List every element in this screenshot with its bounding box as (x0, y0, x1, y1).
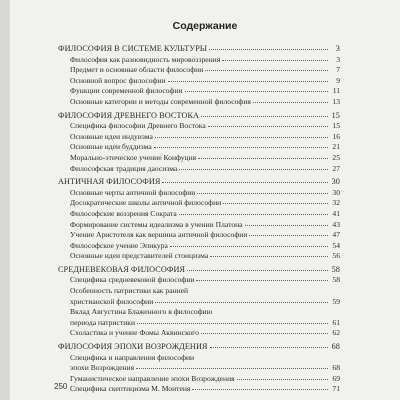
page-title: Содержание (172, 20, 238, 32)
dot-leader (136, 367, 328, 369)
toc-entry-title: Специфика и направления философии (70, 352, 195, 362)
dot-leader (253, 101, 328, 103)
toc-entry-title: Гуманистическое направление эпохи Возрождения (70, 373, 235, 383)
dot-leader (210, 255, 328, 257)
toc-entry (58, 142, 340, 153)
toc-page-number: 32 (332, 198, 340, 208)
toc-entry-title: Основные категории и методы современной философия (70, 96, 251, 106)
toc-entry-title: Основные идеи индуизма (70, 131, 153, 141)
toc-page-number: 61 (332, 317, 340, 327)
dot-leader (222, 59, 328, 61)
toc-page-number: 69 (332, 373, 340, 383)
dot-leader (196, 358, 328, 359)
toc-entry (58, 153, 340, 164)
toc-page-number: 62 (332, 328, 340, 338)
toc-entry-title: Философское учение Эпикура (70, 240, 168, 250)
dot-leader (198, 157, 328, 159)
toc-section-heading (58, 177, 340, 188)
toc-entry (58, 65, 340, 76)
toc-page-number: 27 (332, 163, 340, 173)
dot-leader (155, 301, 328, 303)
toc-entry-title: Основные идеи буддизма (70, 142, 152, 152)
toc-entry-title: Функции современной философии (70, 86, 183, 96)
toc-entry-title: Учение Аристотеля как вершина античной философии (70, 230, 248, 240)
toc-page-number: 13 (332, 96, 340, 106)
toc-page-number: 59 (332, 296, 340, 306)
toc-entry-title: Философские воззрения Сократа (70, 208, 177, 218)
dot-leader (179, 213, 328, 215)
toc-page-number: 43 (332, 219, 340, 229)
dot-leader (205, 69, 328, 71)
toc-entry (58, 353, 340, 364)
toc-entry (58, 76, 340, 87)
toc-section-heading (58, 44, 340, 55)
toc-entry (58, 297, 340, 308)
toc-entry (58, 132, 340, 143)
toc-entry-title: христианской философии (70, 296, 154, 306)
toc-page-number: 47 (332, 230, 340, 240)
toc-entry (58, 198, 340, 209)
dot-leader (249, 234, 328, 236)
toc-entry (58, 251, 340, 262)
toc-page-number: 30 (331, 177, 340, 187)
dot-leader (223, 202, 328, 204)
dot-leader (192, 388, 328, 390)
dot-leader (201, 332, 328, 334)
toc-page-number: 68 (331, 342, 340, 352)
toc-entry (58, 164, 340, 175)
toc-entry-title: Морально-этическое учение Конфуция (70, 152, 197, 162)
dot-leader (168, 80, 328, 82)
dot-leader (190, 291, 328, 292)
toc-entry (58, 275, 340, 286)
dot-leader (209, 48, 328, 50)
toc-entry-title: ФИЛОСОФИЯ ЭПОХИ ВОЗРОЖДЕНИЯ (58, 342, 208, 352)
toc-page-number: 21 (332, 142, 340, 152)
page-number: 250 (54, 382, 68, 391)
toc-entry-title: периода патристики (70, 317, 136, 327)
dot-leader (208, 125, 328, 127)
toc-entry-title: АНТИЧНАЯ ФИЛОСОФИЯ (58, 177, 161, 187)
toc-entry-title: Схоластика и учение Фомы Аквинского (70, 328, 199, 338)
toc-page-number: 30 (332, 187, 340, 197)
dot-leader (162, 181, 328, 183)
toc-entry-title: ФИЛОСОФИЯ В СИСТЕМЕ КУЛЬТУРЫ (58, 44, 208, 53)
dot-leader (210, 346, 328, 348)
toc-entry (58, 328, 340, 339)
toc-entry (58, 230, 340, 241)
toc-entry (58, 86, 340, 97)
toc-entry-title: Вклад Августина Блаженного в философию (70, 307, 213, 317)
toc-entry-title: Особенность патристики как ранней (70, 286, 189, 296)
toc-page-number: 15 (331, 110, 340, 120)
toc-section-heading (58, 342, 340, 353)
toc-entry-title: Специфика средневековой философии (70, 275, 195, 285)
book-page (10, 0, 400, 400)
dot-leader (137, 322, 328, 324)
dot-leader (201, 115, 328, 117)
toc-page-number: 16 (332, 131, 340, 141)
dot-leader (187, 269, 328, 271)
toc-entry-title: эпохи Возрождения (70, 363, 135, 373)
toc-page-number: 68 (332, 363, 340, 373)
dot-leader (185, 90, 328, 92)
table-of-contents (58, 44, 340, 395)
dot-leader (155, 136, 328, 138)
toc-entry-title: Философия как разновидность мировоззрения (70, 54, 221, 64)
toc-page-number: 15 (332, 121, 340, 131)
toc-entry-title: Досократические школы античной философии (70, 198, 222, 208)
toc-section-heading (58, 111, 340, 122)
toc-entry (58, 121, 340, 132)
toc-page-number: 41 (332, 208, 340, 218)
toc-entry (58, 307, 340, 318)
toc-entry-title: Основные черты античной философии (70, 187, 196, 197)
toc-page-number: 11 (332, 86, 340, 96)
toc-entry-title: Формирование системы идеализма в учении Платона (70, 219, 243, 229)
dot-leader (197, 192, 328, 194)
toc-entry (58, 241, 340, 252)
toc-entry (58, 97, 340, 108)
toc-entry-title: Основной вопрос философии (70, 75, 166, 85)
toc-entry-title: СРЕДНЕВЕКОВАЯ ФИЛОСОФИЯ (58, 264, 186, 274)
toc-entry-title: Философская традиция даосизма (70, 163, 178, 173)
toc-page-number: 71 (332, 384, 340, 394)
toc-page-number: 9 (336, 75, 340, 85)
toc-entry (58, 318, 340, 329)
dot-leader (237, 378, 328, 380)
toc-entry (58, 209, 340, 220)
toc-entry (58, 286, 340, 297)
toc-entry (58, 384, 340, 395)
toc-entry-title: Специфика философии Древнего Востока (70, 121, 206, 131)
toc-entry (58, 220, 340, 231)
toc-entry (58, 374, 340, 385)
toc-entry-title: Предмет и основные области философии (70, 65, 204, 75)
toc-entry (58, 55, 340, 66)
dot-leader (196, 279, 328, 281)
dot-leader (154, 146, 328, 148)
toc-page-number: 54 (332, 240, 340, 250)
dot-leader (170, 245, 328, 247)
dot-leader (245, 224, 328, 226)
toc-page-number: 58 (331, 264, 340, 274)
toc-entry (58, 188, 340, 199)
toc-section-heading (58, 265, 340, 276)
toc-page-number: 56 (332, 251, 340, 261)
toc-entry-title: ФИЛОСОФИЯ ДРЕВНЕГО ВОСТОКА (58, 110, 200, 120)
toc-entry-title: Основные идеи представителей стоицизма (70, 251, 209, 261)
toc-page-number: 3 (335, 44, 340, 53)
toc-page-number: 25 (332, 152, 340, 162)
toc-page-number: 58 (332, 275, 340, 285)
dot-leader (179, 168, 328, 170)
dot-leader (214, 312, 328, 313)
toc-page-number: 3 (336, 54, 340, 64)
toc-entry-title: Специфика скептицизма М. Монтеня (70, 384, 191, 394)
toc-entry (58, 363, 340, 374)
toc-page-number: 7 (336, 65, 340, 75)
